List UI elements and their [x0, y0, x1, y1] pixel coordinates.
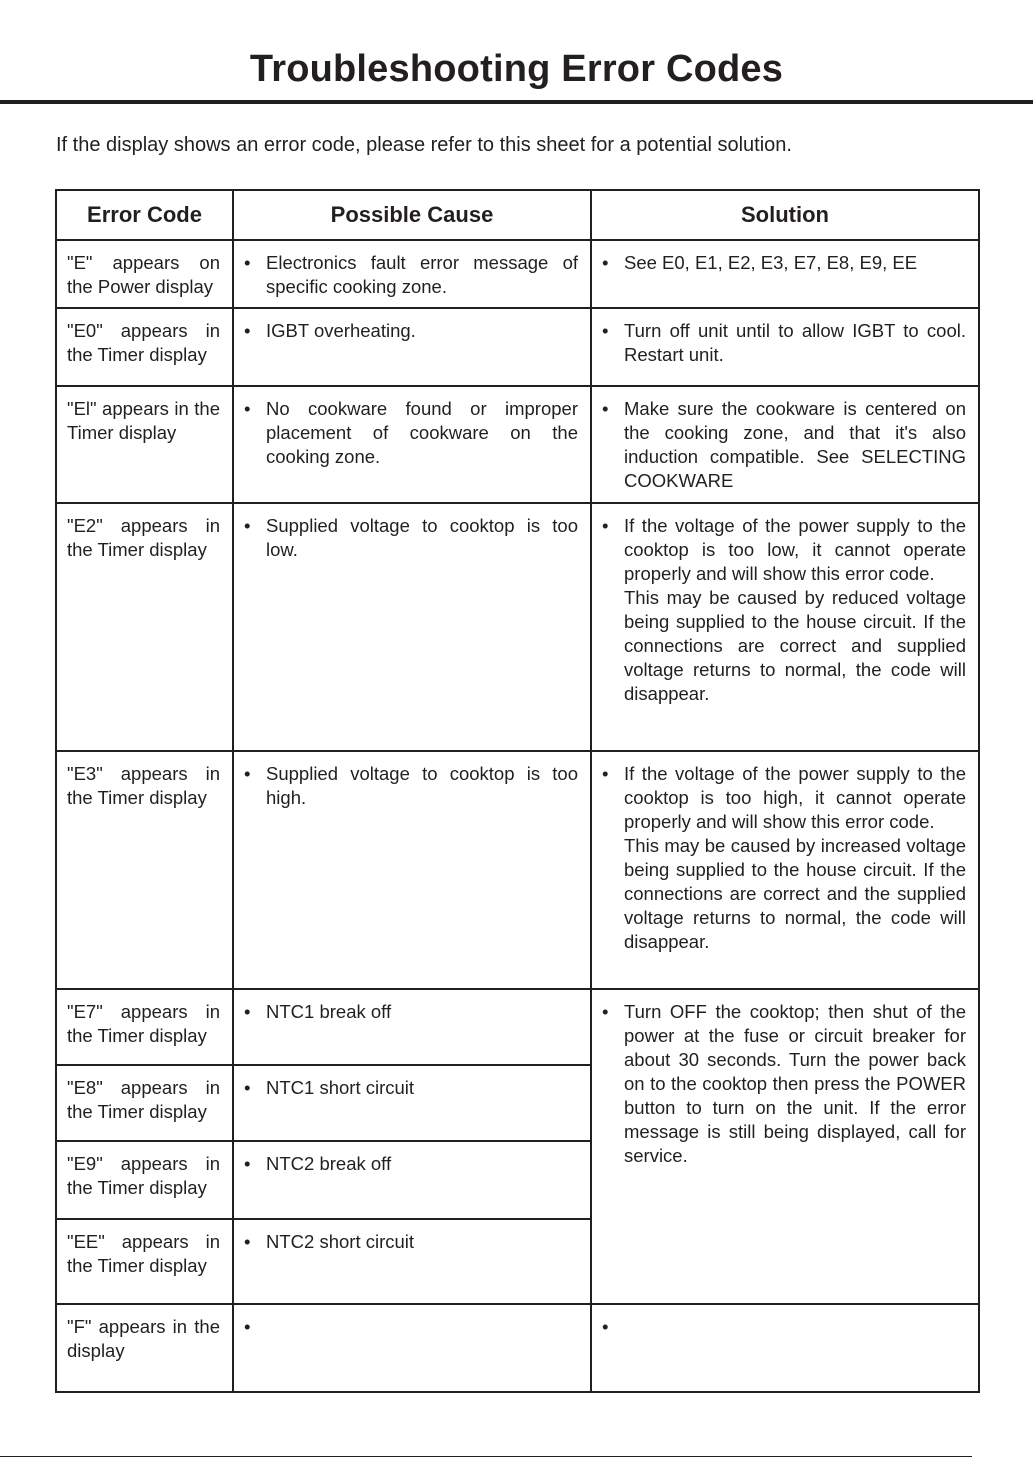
cause-cell	[233, 308, 591, 386]
cause-text	[244, 1315, 578, 1339]
solution-paragraph: This may be caused by increased voltage being supplied to the house circuit. If the connections are correct and the supplied voltage returns to normal, the code will disappear.	[624, 835, 966, 952]
solution-cell-shared	[591, 989, 979, 1304]
error-code-cell: "E2" appears in the Timer display	[56, 503, 233, 751]
error-code-cell: "F" appears in the display	[56, 1304, 233, 1392]
error-codes-table	[55, 189, 980, 1393]
cause-text: • NTC1 short circuit	[244, 1076, 578, 1100]
cause-cell	[233, 386, 591, 503]
solution-text: • Make sure the cookware is centered on the cooking zone, and that it's also induction compatible. See SELECTING COOKWARE	[602, 397, 966, 493]
solution-text: • Turn off unit until to allow IGBT to cool. Restart unit.	[602, 319, 966, 367]
solution-text: • Turn OFF the cooktop; then shut of the power at the fuse or circuit breaker for about 30 seconds. Turn the power back on to the cooktop then press the POWER button to turn on the unit. If the error message is still being displayed, call for service.	[602, 1000, 966, 1168]
intro-text: If the display shows an error code, please refer to this sheet for a potential solution.	[56, 134, 792, 156]
cause-cell	[233, 240, 591, 308]
cause-cell	[233, 1141, 591, 1219]
cause-text: • NTC1 break off	[244, 1000, 578, 1024]
solution-paragraph: • If the voltage of the power supply to the cooktop is too high, it cannot operate properly and will show this error code.	[624, 763, 966, 832]
table-row	[56, 240, 979, 308]
error-code-cell: "E3" appears in the Timer display	[56, 751, 233, 989]
solution-cell	[591, 1304, 979, 1392]
error-code-cell: "E" appears on the Power display	[56, 240, 233, 308]
error-code-cell: "EE" appears in the Timer display	[56, 1219, 233, 1304]
page-title: Troubleshooting Error Codes	[249, 48, 784, 90]
solution-text	[602, 514, 966, 706]
cause-text: • Electronics fault error message of specific cooking zone.	[244, 251, 578, 299]
error-code-cell: "El" appears in the Timer display	[56, 386, 233, 503]
solution-cell	[591, 751, 979, 989]
solution-paragraph: This may be caused by reduced voltage being supplied to the house circuit. If the connections are correct and supplied voltage returns to normal, the code will disappear.	[624, 587, 966, 704]
cause-text: • NTC2 short circuit	[244, 1230, 578, 1254]
solution-cell	[591, 503, 979, 751]
solution-cell	[591, 240, 979, 308]
table-row	[56, 1304, 979, 1392]
cause-cell	[233, 1065, 591, 1141]
table-row	[56, 751, 979, 989]
cause-text: • IGBT overheating.	[244, 319, 578, 343]
cause-text: • NTC2 break off	[244, 1152, 578, 1176]
cause-cell	[233, 1304, 591, 1392]
error-code-cell: "E9" appears in the Timer display	[56, 1141, 233, 1219]
cause-text: • Supplied voltage to cooktop is too high.	[244, 762, 578, 810]
header-solution: Solution	[591, 190, 979, 240]
cause-cell	[233, 989, 591, 1065]
error-code-cell: "E7" appears in the Timer display	[56, 989, 233, 1065]
solution-text	[602, 1315, 966, 1339]
cause-text: • No cookware found or improper placement of cookware on the cooking zone.	[244, 397, 578, 469]
header-error-code: Error Code	[56, 190, 233, 240]
error-code-cell: "E0" appears in the Timer display	[56, 308, 233, 386]
table-header-row	[56, 190, 979, 240]
footer-divider	[0, 1456, 972, 1457]
table-row	[56, 308, 979, 386]
solution-cell	[591, 386, 979, 503]
table-row	[56, 503, 979, 751]
table-row	[56, 386, 979, 503]
title-divider	[0, 100, 1033, 104]
solution-cell	[591, 308, 979, 386]
solution-text	[602, 762, 966, 954]
header-possible-cause: Possible Cause	[233, 190, 591, 240]
solution-text: • See E0, E1, E2, E3, E7, E8, E9, EE	[602, 251, 966, 275]
error-code-cell: "E8" appears in the Timer display	[56, 1065, 233, 1141]
cause-cell	[233, 503, 591, 751]
table-row	[56, 989, 979, 1065]
cause-text: • Supplied voltage to cooktop is too low.	[244, 514, 578, 562]
cause-cell	[233, 1219, 591, 1304]
cause-cell	[233, 751, 591, 989]
solution-paragraph: • If the voltage of the power supply to the cooktop is too low, it cannot operate properly and will show this error code.	[624, 515, 966, 584]
